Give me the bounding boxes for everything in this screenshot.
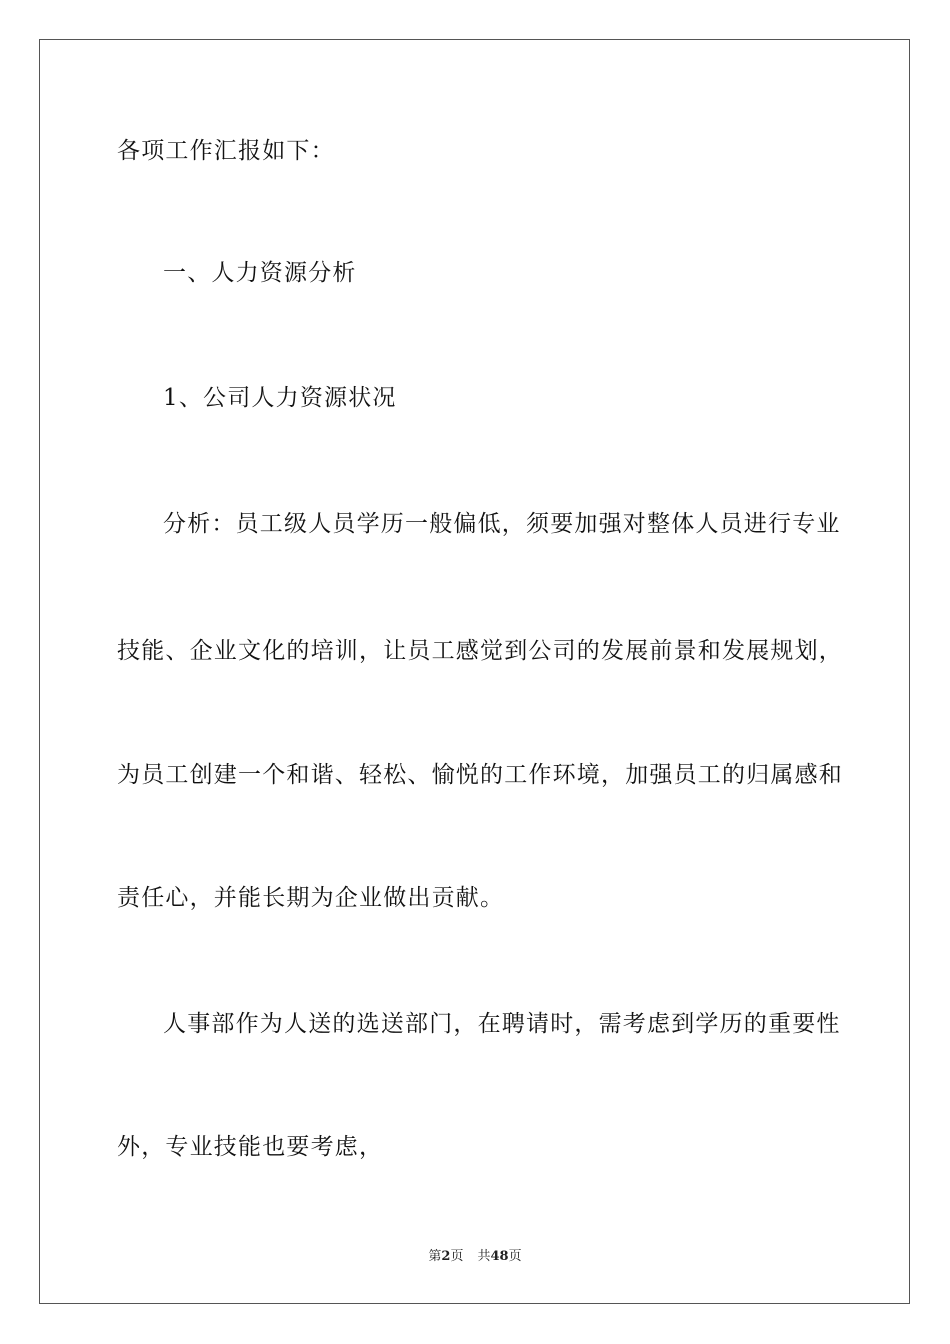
page-footer — [0, 1248, 950, 1266]
page-number: 2 — [441, 1249, 451, 1264]
paragraph-line: 人事部作为人送的选送部门，在聘请时，需考虑到学历的重要性 — [163, 1011, 841, 1037]
page-border — [39, 39, 910, 1304]
text-line-intro: 各项工作汇报如下： — [117, 138, 335, 164]
paragraph-line: 技能、企业文化的培训，让员工感觉到公司的发展前景和发展规划， — [117, 638, 843, 664]
page-suffix: 页 — [450, 1249, 464, 1264]
page-prefix: 第 — [428, 1249, 442, 1264]
paragraph-line: 外，专业技能也要考虑， — [117, 1134, 384, 1160]
paragraph-line: 责任心，并能长期为企业做出贡献。 — [117, 885, 505, 911]
total-suffix: 页 — [508, 1249, 522, 1264]
section-heading: 一、人力资源分析 — [163, 260, 357, 286]
paragraph-line: 分析：员工级人员学历一般偏低，须要加强对整体人员进行专业 — [163, 511, 841, 537]
paragraph-line: 为员工创建一个和谐、轻松、愉悦的工作环境，加强员工的归属感和 — [117, 762, 843, 788]
subsection-heading: 1、公司人力资源状况 — [163, 385, 397, 411]
total-pages: 48 — [490, 1249, 509, 1264]
total-prefix: 共 — [477, 1249, 491, 1264]
